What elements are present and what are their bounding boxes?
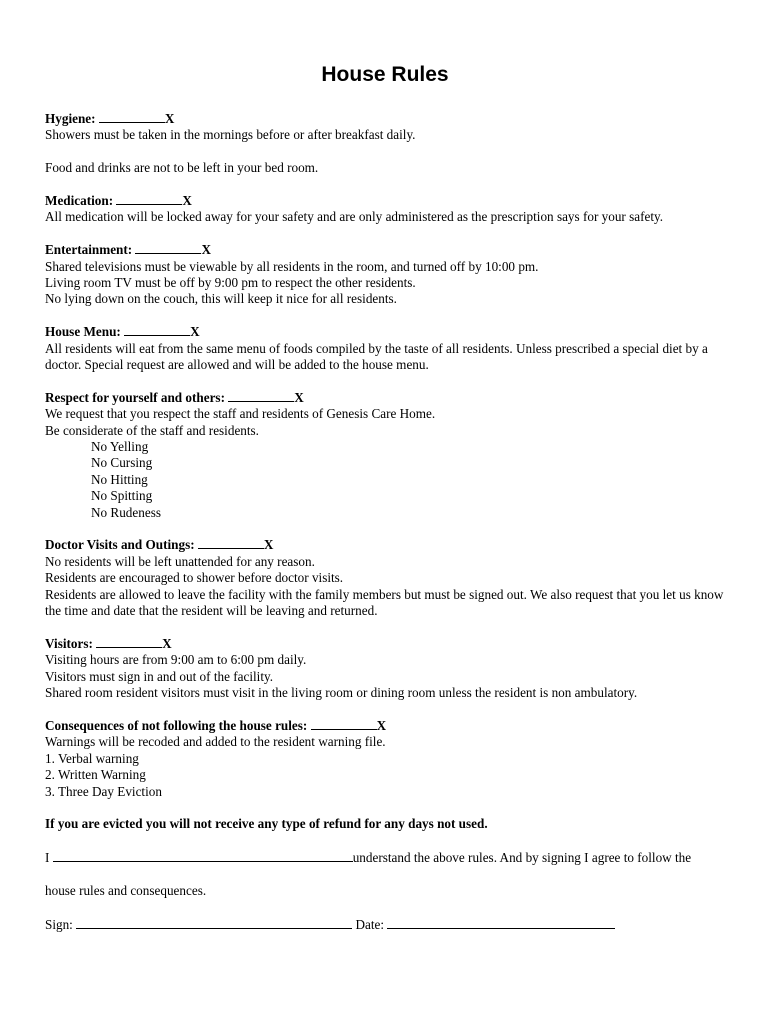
doctor-line: No residents will be left unattended for any reason. (45, 553, 315, 569)
respect-heading: Respect for yourself and others: X (45, 389, 304, 405)
visitors-line: Visitors must sign in and out of the facility. (45, 668, 274, 684)
consequences-line: 2. Written Warning (45, 767, 146, 783)
doctor-initial-line[interactable] (198, 537, 264, 549)
medication-initial-line[interactable] (116, 193, 182, 205)
date-line[interactable] (387, 916, 615, 929)
doctor-heading: Doctor Visits and Outings: X (45, 537, 274, 553)
name-line[interactable] (53, 849, 353, 862)
visitors-heading: Visitors: X (45, 635, 172, 651)
hygiene-heading: Hygiene: X (45, 111, 175, 126)
agreement-line: I understand the above rules. And by signing I agree to follow the (45, 850, 692, 866)
respect-initial-line[interactable] (228, 390, 294, 402)
house-menu-heading: House Menu: X (45, 324, 200, 340)
house-menu-line: All residents will eat from the same menu of foods compiled by the taste of all residents. Unless prescribed a special diet by a doctor. Special request are allowed and will be added to the house menu. (45, 340, 708, 373)
entertainment-heading: Entertainment: X (45, 242, 211, 258)
hygiene-extra: Food and drinks are not to be left in your bed room. (45, 160, 319, 176)
entertainment-initial-line[interactable] (135, 242, 201, 254)
eviction-notice: If you are evicted you will not receive any type of refund for any days not used. (45, 816, 488, 832)
visitors-line: Visiting hours are from 9:00 am to 6:00 pm daily. (45, 652, 307, 668)
entertainment-line: Living room TV must be off by 9:00 pm to respect the other residents. (45, 275, 416, 291)
consequences-line: Warnings will be recoded and added to the resident warning file. (45, 734, 386, 750)
respect-list-item: No Spitting (91, 488, 153, 504)
consequences-initial-line[interactable] (311, 718, 377, 730)
respect-list-item: No Cursing (91, 455, 153, 471)
house-menu-initial-line[interactable] (124, 324, 190, 336)
visitors-line: Shared room resident visitors must visit in the living room or dining room unless the resident is non ambulatory. (45, 685, 638, 701)
consequences-heading: Consequences of not following the house rules: X (45, 717, 387, 733)
hygiene-line: Showers must be taken in the mornings before or after breakfast daily. (45, 127, 416, 143)
signature-row: Sign: Date: (45, 916, 735, 933)
respect-list-item: No Yelling (91, 439, 149, 455)
visitors-initial-line[interactable] (96, 636, 162, 648)
page-title: House Rules (321, 63, 449, 86)
consequences-line: 1. Verbal warning (45, 750, 139, 766)
doctor-line: Residents are allowed to leave the facility with the family members but must be signed out. We also request that you let us know the time and date that the resident will be leaving and returned. (45, 586, 724, 619)
respect-list-item: No Rudeness (91, 504, 161, 520)
medication-line: All medication will be locked away for your safety and are only administered as the prescription says for your safety. (45, 209, 664, 225)
hygiene-initial-line[interactable] (99, 111, 165, 123)
respect-line: Be considerate of the staff and residents. (45, 422, 259, 438)
respect-line: We request that you respect the staff and residents of Genesis Care Home. (45, 406, 436, 422)
consequences-line: 3. Three Day Eviction (45, 783, 162, 799)
respect-list-item: No Hitting (91, 471, 148, 487)
medication-heading: Medication: X (45, 193, 192, 208)
signature-line[interactable] (76, 916, 352, 929)
agreement-continuation: house rules and consequences. (45, 882, 207, 898)
doctor-line: Residents are encouraged to shower before doctor visits. (45, 570, 344, 586)
entertainment-line: No lying down on the couch, this will keep it nice for all residents. (45, 291, 397, 307)
rules-body (45, 111, 735, 933)
entertainment-line: Shared televisions must be viewable by all residents in the room, and turned off by 10:00 pm. (45, 258, 539, 274)
